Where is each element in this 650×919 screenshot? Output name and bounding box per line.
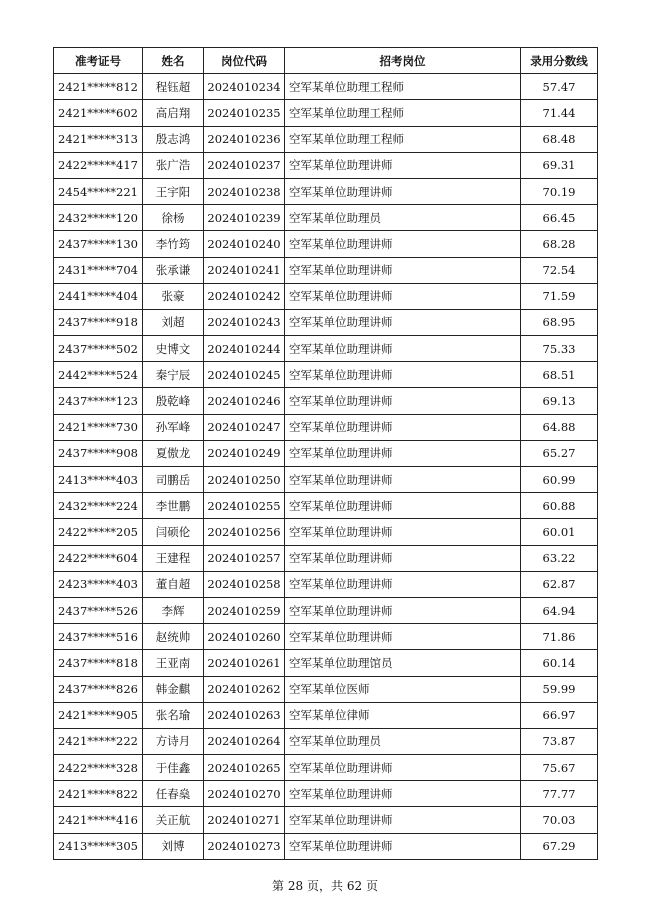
cell-post-code: 2024010247 [204, 414, 285, 440]
footer-prefix: 第 [272, 879, 285, 893]
table-header-row [54, 48, 598, 74]
cell-name: 高启翔 [143, 100, 204, 126]
cell-name: 刘博 [143, 833, 204, 859]
cell-name: 李世鹏 [143, 493, 204, 519]
cell-post: 空军某单位助理讲师 [285, 336, 521, 362]
cell-name: 王宇阳 [143, 178, 204, 204]
cell-post-code: 2024010236 [204, 126, 285, 152]
cell-post-code: 2024010238 [204, 178, 285, 204]
cell-score-line: 71.59 [521, 283, 598, 309]
table-row [54, 493, 598, 519]
cell-post-code: 2024010264 [204, 728, 285, 754]
cell-post-code: 2024010265 [204, 755, 285, 781]
table-row [54, 257, 598, 283]
table-row [54, 833, 598, 859]
cell-score-line: 60.14 [521, 650, 598, 676]
footer-middle: 页，共 [306, 879, 343, 893]
cell-name: 夏傲龙 [143, 440, 204, 466]
cell-post-code: 2024010259 [204, 597, 285, 623]
cell-score-line: 71.86 [521, 624, 598, 650]
cell-score-line: 59.99 [521, 676, 598, 702]
cell-post: 空军某单位助理讲师 [285, 283, 521, 309]
cell-post: 空军某单位律师 [285, 702, 521, 728]
cell-name: 李竹筠 [143, 231, 204, 257]
cell-name: 司鹏岳 [143, 467, 204, 493]
cell-exam-id: 2437*****918 [54, 309, 143, 335]
cell-name: 于佳鑫 [143, 755, 204, 781]
cell-post-code: 2024010271 [204, 807, 285, 833]
cell-exam-id: 2421*****416 [54, 807, 143, 833]
cell-post-code: 2024010237 [204, 152, 285, 178]
cell-score-line: 60.88 [521, 493, 598, 519]
cell-post-code: 2024010260 [204, 624, 285, 650]
cell-exam-id: 2437*****818 [54, 650, 143, 676]
cell-name: 董自超 [143, 571, 204, 597]
cell-score-line: 65.27 [521, 440, 598, 466]
cell-score-line: 69.31 [521, 152, 598, 178]
cell-post-code: 2024010258 [204, 571, 285, 597]
cell-score-line: 63.22 [521, 545, 598, 571]
cell-exam-id: 2454*****221 [54, 178, 143, 204]
cell-post-code: 2024010273 [204, 833, 285, 859]
cell-name: 孙军峰 [143, 414, 204, 440]
table-row [54, 440, 598, 466]
cell-post: 空军某单位助理讲师 [285, 388, 521, 414]
cell-post: 空军某单位助理讲师 [285, 440, 521, 466]
table-row [54, 807, 598, 833]
cell-post-code: 2024010241 [204, 257, 285, 283]
cell-exam-id: 2413*****305 [54, 833, 143, 859]
cell-exam-id: 2421*****812 [54, 74, 143, 100]
cell-exam-id: 2421*****222 [54, 728, 143, 754]
footer-suffix: 页 [365, 879, 378, 893]
cell-score-line: 66.45 [521, 205, 598, 231]
cell-post: 空军某单位助理讲师 [285, 309, 521, 335]
cell-exam-id: 2442*****524 [54, 362, 143, 388]
cell-post-code: 2024010263 [204, 702, 285, 728]
cell-score-line: 60.99 [521, 467, 598, 493]
cell-name: 刘超 [143, 309, 204, 335]
cell-exam-id: 2421*****905 [54, 702, 143, 728]
cell-post: 空军某单位助理讲师 [285, 624, 521, 650]
table-row [54, 467, 598, 493]
table-row [54, 178, 598, 204]
cell-name: 张广浩 [143, 152, 204, 178]
cell-name: 秦宁辰 [143, 362, 204, 388]
table-row [54, 309, 598, 335]
cell-post-code: 2024010239 [204, 205, 285, 231]
table-row [54, 519, 598, 545]
cell-name: 程钰超 [143, 74, 204, 100]
table-row [54, 126, 598, 152]
cell-post-code: 2024010249 [204, 440, 285, 466]
table-row [54, 152, 598, 178]
cell-name: 殷乾峰 [143, 388, 204, 414]
cell-post-code: 2024010234 [204, 74, 285, 100]
cell-post-code: 2024010256 [204, 519, 285, 545]
page-footer [0, 877, 650, 894]
cell-exam-id: 2413*****403 [54, 467, 143, 493]
cell-exam-id: 2421*****602 [54, 100, 143, 126]
cell-score-line: 75.67 [521, 755, 598, 781]
cell-post: 空军某单位助理讲师 [285, 833, 521, 859]
table-row [54, 545, 598, 571]
cell-score-line: 62.87 [521, 571, 598, 597]
table-row [54, 231, 598, 257]
table-row [54, 597, 598, 623]
cell-score-line: 57.47 [521, 74, 598, 100]
cell-name: 王建程 [143, 545, 204, 571]
table-row [54, 650, 598, 676]
cell-exam-id: 2437*****516 [54, 624, 143, 650]
cell-name: 张豪 [143, 283, 204, 309]
cell-name: 任春燊 [143, 781, 204, 807]
cell-post-code: 2024010242 [204, 283, 285, 309]
cell-exam-id: 2437*****130 [54, 231, 143, 257]
cell-post-code: 2024010243 [204, 309, 285, 335]
table-row [54, 781, 598, 807]
cell-exam-id: 2437*****526 [54, 597, 143, 623]
table-row [54, 676, 598, 702]
cell-post-code: 2024010244 [204, 336, 285, 362]
cell-exam-id: 2421*****730 [54, 414, 143, 440]
cell-exam-id: 2437*****502 [54, 336, 143, 362]
cell-exam-id: 2422*****328 [54, 755, 143, 781]
cell-score-line: 68.51 [521, 362, 598, 388]
cell-post: 空军某单位助理工程师 [285, 126, 521, 152]
cell-exam-id: 2437*****826 [54, 676, 143, 702]
cell-exam-id: 2437*****908 [54, 440, 143, 466]
table-row [54, 74, 598, 100]
cell-name: 李辉 [143, 597, 204, 623]
footer-current-page: 28 [287, 879, 304, 893]
cell-exam-id: 2432*****224 [54, 493, 143, 519]
cell-score-line: 75.33 [521, 336, 598, 362]
cell-name: 赵统帅 [143, 624, 204, 650]
table-row [54, 755, 598, 781]
table-row [54, 624, 598, 650]
cell-post: 空军某单位助理讲师 [285, 257, 521, 283]
header-score-line: 录用分数线 [521, 48, 598, 74]
cell-post: 空军某单位助理讲师 [285, 519, 521, 545]
cell-exam-id: 2431*****704 [54, 257, 143, 283]
cell-post-code: 2024010262 [204, 676, 285, 702]
cell-name: 殷志鸿 [143, 126, 204, 152]
cell-post-code: 2024010270 [204, 781, 285, 807]
table-row [54, 100, 598, 126]
cell-name: 史博文 [143, 336, 204, 362]
table-row [54, 571, 598, 597]
cell-name: 韩金麒 [143, 676, 204, 702]
cell-score-line: 72.54 [521, 257, 598, 283]
cell-post: 空军某单位助理工程师 [285, 100, 521, 126]
cell-post: 空军某单位助理讲师 [285, 807, 521, 833]
cell-post: 空军某单位助理讲师 [285, 597, 521, 623]
table-row [54, 205, 598, 231]
cell-post: 空军某单位助理讲师 [285, 781, 521, 807]
cell-score-line: 68.28 [521, 231, 598, 257]
footer-total-pages: 62 [346, 879, 363, 893]
cell-name: 关正航 [143, 807, 204, 833]
cell-score-line: 64.88 [521, 414, 598, 440]
cell-post: 空军某单位助理讲师 [285, 755, 521, 781]
cell-name: 徐杨 [143, 205, 204, 231]
cell-score-line: 67.29 [521, 833, 598, 859]
cell-post-code: 2024010245 [204, 362, 285, 388]
table-row [54, 362, 598, 388]
cell-post: 空军某单位助理讲师 [285, 178, 521, 204]
cell-name: 方诗月 [143, 728, 204, 754]
table-row [54, 336, 598, 362]
cell-post: 空军某单位助理员 [285, 728, 521, 754]
cell-post: 空军某单位助理讲师 [285, 414, 521, 440]
cell-score-line: 77.77 [521, 781, 598, 807]
cell-score-line: 60.01 [521, 519, 598, 545]
cell-score-line: 73.87 [521, 728, 598, 754]
cell-score-line: 68.48 [521, 126, 598, 152]
cell-exam-id: 2422*****205 [54, 519, 143, 545]
cell-post: 空军某单位助理员 [285, 205, 521, 231]
cell-name: 张承谦 [143, 257, 204, 283]
cell-post-code: 2024010261 [204, 650, 285, 676]
header-exam-id: 准考证号 [54, 48, 143, 74]
cell-post-code: 2024010257 [204, 545, 285, 571]
cell-exam-id: 2422*****604 [54, 545, 143, 571]
cell-post-code: 2024010246 [204, 388, 285, 414]
cell-name: 闫硕伦 [143, 519, 204, 545]
table-body [54, 74, 598, 860]
header-post: 招考岗位 [285, 48, 521, 74]
cell-post: 空军某单位助理讲师 [285, 362, 521, 388]
cell-post: 空军某单位医师 [285, 676, 521, 702]
header-name: 姓名 [143, 48, 204, 74]
cell-post: 空军某单位助理讲师 [285, 152, 521, 178]
cell-post: 空军某单位助理讲师 [285, 493, 521, 519]
header-post-code: 岗位代码 [204, 48, 285, 74]
cell-name: 王亚南 [143, 650, 204, 676]
cell-post: 空军某单位助理工程师 [285, 74, 521, 100]
cell-score-line: 70.19 [521, 178, 598, 204]
admission-score-table [53, 47, 598, 860]
table-row [54, 728, 598, 754]
cell-exam-id: 2422*****417 [54, 152, 143, 178]
cell-post-code: 2024010255 [204, 493, 285, 519]
cell-score-line: 71.44 [521, 100, 598, 126]
cell-exam-id: 2437*****123 [54, 388, 143, 414]
cell-score-line: 70.03 [521, 807, 598, 833]
cell-exam-id: 2423*****403 [54, 571, 143, 597]
cell-post: 空军某单位助理讲师 [285, 231, 521, 257]
cell-score-line: 66.97 [521, 702, 598, 728]
cell-name: 张名瑜 [143, 702, 204, 728]
cell-exam-id: 2421*****822 [54, 781, 143, 807]
cell-score-line: 69.13 [521, 388, 598, 414]
table-row [54, 702, 598, 728]
cell-post-code: 2024010240 [204, 231, 285, 257]
cell-post: 空军某单位助理讲师 [285, 467, 521, 493]
cell-post-code: 2024010250 [204, 467, 285, 493]
cell-post: 空军某单位助理讲师 [285, 545, 521, 571]
cell-post-code: 2024010235 [204, 100, 285, 126]
cell-exam-id: 2432*****120 [54, 205, 143, 231]
cell-post: 空军某单位助理讲师 [285, 571, 521, 597]
cell-post: 空军某单位助理馆员 [285, 650, 521, 676]
cell-score-line: 68.95 [521, 309, 598, 335]
table-row [54, 388, 598, 414]
table-row [54, 414, 598, 440]
table-row [54, 283, 598, 309]
cell-exam-id: 2421*****313 [54, 126, 143, 152]
cell-score-line: 64.94 [521, 597, 598, 623]
cell-exam-id: 2441*****404 [54, 283, 143, 309]
